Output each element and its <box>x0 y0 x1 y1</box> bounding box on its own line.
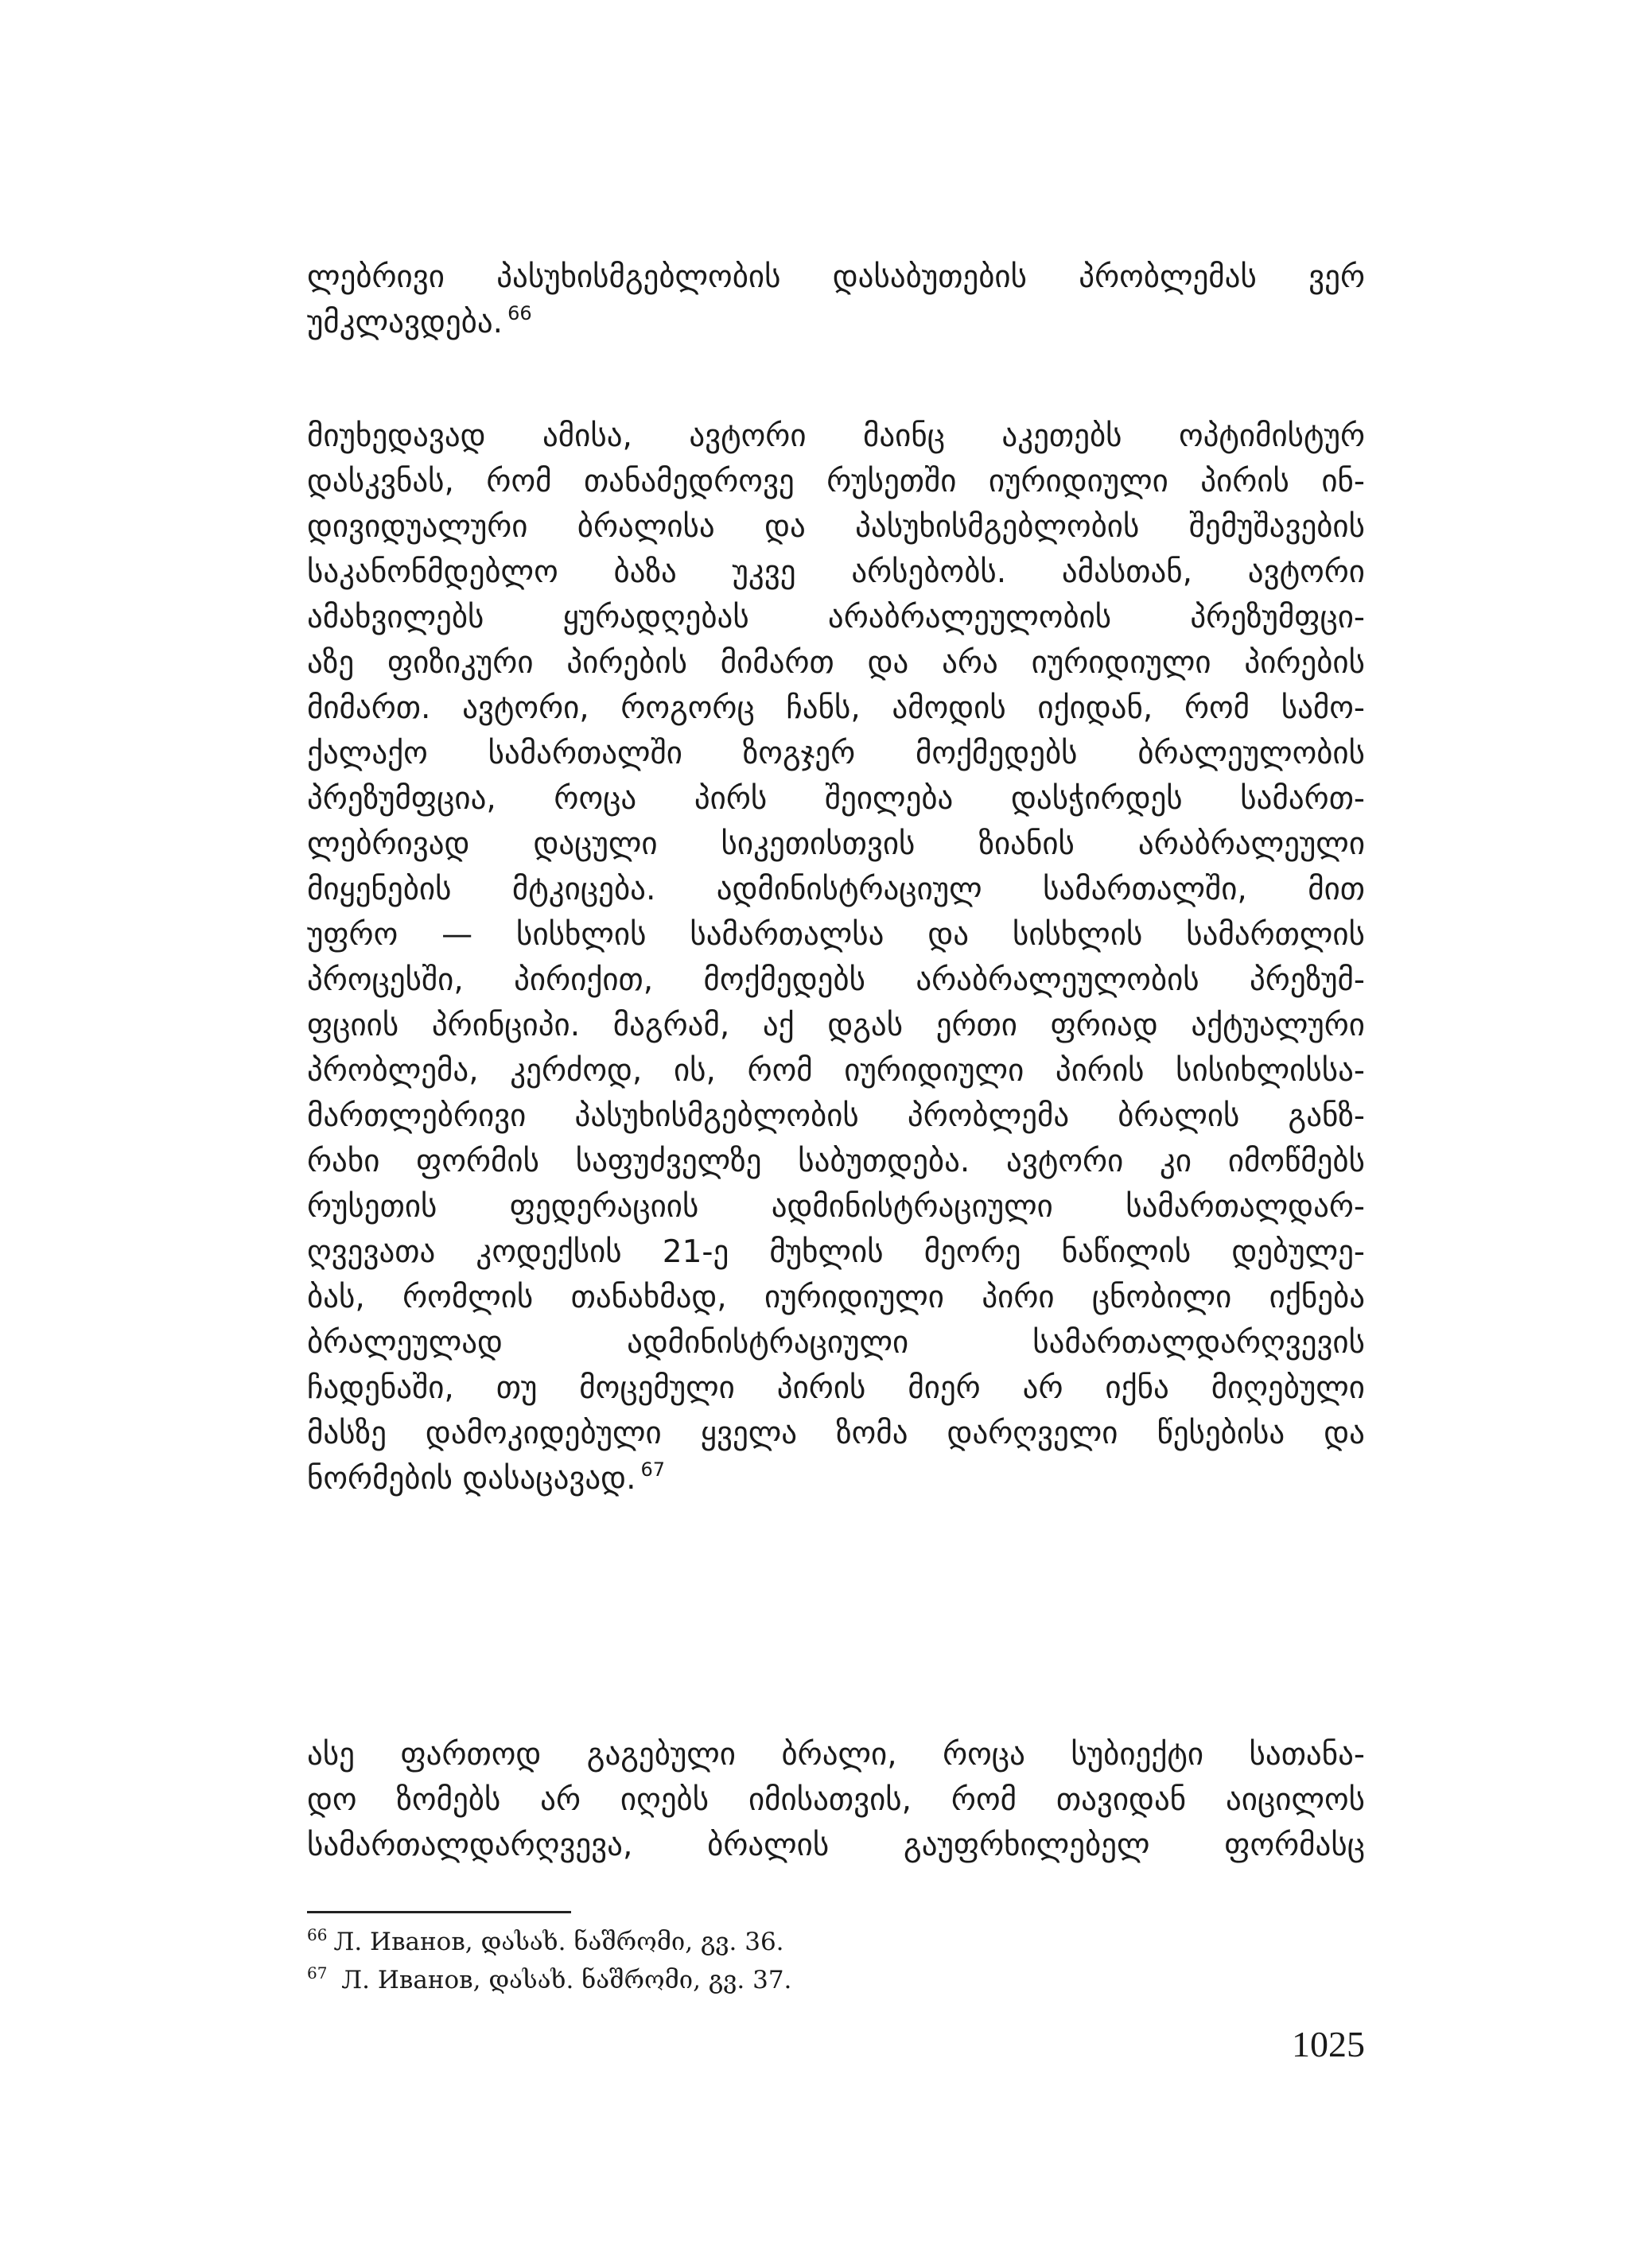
text-line: ჩადენაში, თუ მოცემული პირის მიერ არ იქნა მიღებული <box>307 1370 1365 1406</box>
text-line: პრობლემა, კერძოდ, ის, რომ იურიდიული პირის სისიხლისსა- <box>307 1053 1365 1089</box>
paragraph-2 <box>307 414 1365 1501</box>
text-line: ქალაქო სამართალში ზოგჯერ მოქმედებს ბრალეულობის <box>307 736 1365 771</box>
footnote-ref-66[interactable]: 66 <box>507 302 532 324</box>
footnotes <box>307 1923 1365 1999</box>
paragraph-3 <box>307 1732 1365 1868</box>
text-line: მასზე დამოკიდებული ყველა ზომა დარღველი წესებისა და <box>307 1416 1365 1451</box>
paragraph-1 <box>307 254 1365 345</box>
text-line: ლებრივად დაცული სიკეთისთვის ზიანის არაბრალეული <box>307 826 1365 862</box>
text-line: რუსეთის ფედერაციის ადმინისტრაციული სამართალდარ- <box>307 1189 1365 1225</box>
text-line: ლებრივი პასუხისმგებლობის დასაბუთების პრობლემას ვერ <box>307 259 1365 295</box>
text-line: უფრო — სისხლის სამართალსა და სისხლის სამართლის <box>307 917 1365 953</box>
text-line: რახი ფორმის საფუძველზე საბუთდება. ავტორი კი იმოწმებს <box>307 1144 1365 1179</box>
text-line: მიყენების მტკიცება. ადმინისტრაციულ სამართალში, მით <box>307 872 1365 907</box>
text-line: დივიდუალური ბრალისა და პასუხისმგებლობის შემუშავების <box>307 509 1365 545</box>
footnote-67 <box>307 1961 1365 1999</box>
footnote-separator <box>307 1911 571 1913</box>
text-line: ბრალეულად ადმინისტრაციული სამართალდარღვევის <box>307 1325 1365 1361</box>
text-line: საკანონმდებლო ბაზა უკვე არსებობს. ამასთან, ავტორი <box>307 554 1365 590</box>
text-line <box>307 300 1365 345</box>
text-line: დასკვნას, რომ თანამედროვე რუსეთში იურიდიული პირის ინ- <box>307 464 1365 499</box>
line-text: ნორმების დასაცავად. <box>307 1461 636 1497</box>
text-line: პროცესში, პირიქით, მოქმედებს არაბრალეულობის პრეზუმ- <box>307 962 1365 998</box>
text-line: დო ზომებს არ იღებს იმისათვის, რომ თავიდან აიცილოს <box>307 1782 1365 1818</box>
text-line: ბას, რომლის თანახმად, იურიდიული პირი ცნობილი იქნება <box>307 1280 1365 1315</box>
text-line: აზე ფიზიკური პირების მიმართ და არა იურიდიული პირების <box>307 645 1365 681</box>
footnote-ref-67[interactable]: 67 <box>640 1458 666 1481</box>
text-line: ფციის პრინციპი. მაგრამ, აქ დგას ერთი ფრიად აქტუალური <box>307 1008 1365 1043</box>
text-line: ღვევათა კოდექსის 21-ე მუხლის მეორე ნაწილის დებულე- <box>307 1234 1365 1270</box>
footnote-text: Л. Иванов, დასახ. ნაშრომი, გვ. 37. <box>333 1966 792 1994</box>
text-line <box>307 1456 1365 1501</box>
text-line: ამახვილებს ყურადღებას არაბრალეულობის პრეზუმფცი- <box>307 600 1365 635</box>
text-line: პრეზუმფცია, როცა პირს შეილება დასჭირდეს სამართ- <box>307 781 1365 817</box>
footnote-text: Л. Иванов, დასახ. ნაშრომი, გვ. 36. <box>333 1928 784 1956</box>
text-line: მიმართ. ავტორი, როგორც ჩანს, ამოდის იქიდან, რომ სამო- <box>307 690 1365 726</box>
footnote-number: 66 <box>307 1925 328 1944</box>
footnote-number: 67 <box>307 1963 328 1983</box>
text-line: ასე ფართოდ გაგებული ბრალი, როცა სუბიექტი სათანა- <box>307 1737 1365 1773</box>
line-text: უმკლავდება. <box>307 305 503 340</box>
text-line: სამართალდარღვევა, ბრალის გაუფრხილებელ ფორმასც <box>307 1827 1365 1863</box>
page-number: 1025 <box>1292 2024 1365 2064</box>
footnote-66 <box>307 1923 1365 1961</box>
text-line: მიუხედავად ამისა, ავტორი მაინც აკეთებს ოპტიმისტურ <box>307 418 1365 454</box>
text-line: მართლებრივი პასუხისმგებლობის პრობლემა ბრალის განზ- <box>307 1098 1365 1134</box>
